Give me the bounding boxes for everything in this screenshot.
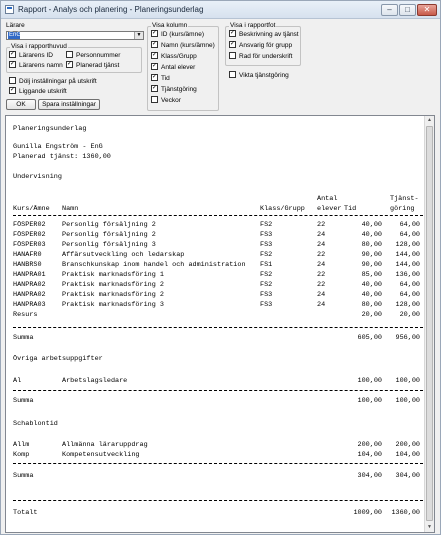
checkbox-weighted-duty[interactable]: Vikta tjänstgöring bbox=[229, 72, 289, 80]
table-cell-group: FS3 bbox=[260, 231, 273, 239]
teacher-label: Lärare bbox=[6, 22, 25, 29]
check-icon: ✓ bbox=[152, 74, 158, 80]
check-icon: ✓ bbox=[10, 61, 16, 67]
checkbox-teacher-id[interactable]: ✓ Lärarens ID bbox=[10, 51, 53, 60]
ok-button[interactable]: OK bbox=[6, 99, 36, 110]
report-teacher-line: Gunilla Engström - EnG bbox=[13, 143, 103, 151]
table-cell-duty: 144,00 bbox=[395, 261, 420, 269]
schablon-name: Allmänna läraruppdrag bbox=[62, 441, 148, 449]
header-count-top: Antal bbox=[317, 195, 338, 203]
table-cell-count: 24 bbox=[317, 301, 326, 309]
check-icon: ✓ bbox=[152, 63, 158, 69]
teacher-select[interactable] bbox=[6, 31, 144, 40]
ovriga-code: Al bbox=[13, 377, 22, 385]
section-schablon: Schablontid bbox=[13, 420, 58, 428]
header-time: Tid bbox=[344, 205, 357, 213]
checkbox-signature-line[interactable]: Rad för underskrift bbox=[229, 53, 292, 61]
table-cell-name: Praktisk marknadsföring 3 bbox=[62, 301, 164, 309]
table-cell-group: FS2 bbox=[260, 251, 273, 259]
group-rapporthuvud-legend: Visa i rapporthuvud bbox=[11, 43, 67, 50]
save-settings-button[interactable]: Spara inställningar bbox=[38, 99, 100, 110]
table-cell-time: 90,00 bbox=[361, 261, 382, 269]
report-planned-line: Planerad tjänst: 1360,00 bbox=[13, 153, 111, 161]
header-duty-bottom: göring bbox=[390, 205, 415, 213]
table-cell-code: HANPRA02 bbox=[13, 281, 46, 289]
table-cell-code: HANPRA01 bbox=[13, 271, 46, 279]
table-cell-name: Personlig försäljning 2 bbox=[62, 221, 156, 229]
check-icon: ✓ bbox=[152, 85, 158, 91]
checkbox-planned-service[interactable]: ✓ Planerad tjänst bbox=[67, 61, 120, 70]
sum-time: 605,00 bbox=[357, 334, 382, 342]
table-cell-group: FS3 bbox=[260, 291, 273, 299]
table-cell-group: FS1 bbox=[260, 261, 273, 269]
report-heading: Planeringsunderlag bbox=[13, 125, 87, 133]
divider bbox=[13, 327, 423, 328]
table-cell-name: Branschkunskap inom handel och administration bbox=[62, 261, 246, 269]
checkbox-col-name[interactable]: ✓ Namn (kurs/ämne) bbox=[152, 41, 215, 50]
table-cell-count: 22 bbox=[317, 281, 326, 289]
divider bbox=[13, 500, 423, 501]
sum-duty: 100,00 bbox=[395, 397, 420, 405]
header-name: Namn bbox=[62, 205, 79, 213]
group-rapportfot-legend: Visa i rapportfot bbox=[230, 22, 276, 29]
sum-time: 304,00 bbox=[357, 472, 382, 480]
table-cell-time: 40,00 bbox=[361, 281, 382, 289]
divider bbox=[13, 390, 423, 391]
total-label: Totalt bbox=[13, 509, 38, 517]
title-bar[interactable] bbox=[1, 1, 440, 19]
check-icon: ✓ bbox=[152, 41, 158, 47]
table-cell-time: 40,00 bbox=[361, 221, 382, 229]
table-cell-time: 40,00 bbox=[361, 291, 382, 299]
divider bbox=[13, 215, 423, 216]
maximize-button[interactable]: □ bbox=[399, 4, 416, 16]
table-cell-duty: 128,00 bbox=[395, 241, 420, 249]
ovriga-name: Arbetslagsledare bbox=[62, 377, 128, 385]
table-cell-count: 22 bbox=[317, 251, 326, 259]
vertical-scrollbar[interactable] bbox=[424, 116, 434, 532]
table-cell-count: 22 bbox=[317, 221, 326, 229]
table-cell-duty: 64,00 bbox=[399, 281, 420, 289]
table-cell-duty: 144,00 bbox=[395, 251, 420, 259]
checkbox-col-id[interactable]: ✓ ID (kurs/ämne) bbox=[152, 30, 204, 39]
checkbox-landscape[interactable]: ✓ Liggande utskrift bbox=[10, 87, 67, 96]
table-cell-code: HANPRA03 bbox=[13, 301, 46, 309]
table-cell-name: Personlig försäljning 3 bbox=[62, 241, 156, 249]
checkbox-col-group[interactable]: ✓ Klass/Grupp bbox=[152, 52, 197, 61]
table-cell-code: FÖSPER03 bbox=[13, 241, 46, 249]
table-cell-name: Affärsutveckling och ledarskap bbox=[62, 251, 185, 259]
checkbox-col-weeks[interactable]: Veckor bbox=[151, 97, 181, 105]
checkbox-personnummer[interactable]: Personnummer bbox=[66, 52, 120, 60]
table-cell-code: FÖSPER02 bbox=[13, 221, 46, 229]
header-group: Klass/Grupp bbox=[260, 205, 305, 213]
checkbox-empty-icon bbox=[151, 96, 158, 103]
ovriga-time: 100,00 bbox=[357, 377, 382, 385]
check-icon: ✓ bbox=[67, 61, 73, 67]
table-cell-name: Praktisk marknadsföring 1 bbox=[62, 271, 164, 279]
table-cell-duty: 128,00 bbox=[395, 301, 420, 309]
checkbox-hide-settings[interactable]: Dölj inställningar på utskrift bbox=[9, 78, 97, 86]
schablon-time: 200,00 bbox=[357, 441, 382, 449]
table-cell-name: Personlig försäljning 2 bbox=[62, 231, 156, 239]
sum-time: 100,00 bbox=[357, 397, 382, 405]
table-cell-duty: 64,00 bbox=[399, 221, 420, 229]
table-cell-time: 40,00 bbox=[361, 231, 382, 239]
table-cell-time: 80,00 bbox=[361, 241, 382, 249]
table-cell-group: FS2 bbox=[260, 221, 273, 229]
section-ovriga: Övriga arbetsuppgifter bbox=[13, 355, 103, 363]
table-cell-name: Praktisk marknadsföring 2 bbox=[62, 291, 164, 299]
schablon-code: Allm bbox=[13, 441, 30, 449]
sum-label: Summa bbox=[13, 472, 34, 480]
header-duty-top: Tjänst- bbox=[390, 195, 419, 203]
table-cell-duty: 64,00 bbox=[399, 291, 420, 299]
table-cell-group: FS3 bbox=[260, 241, 273, 249]
table-cell-duty: 20,00 bbox=[399, 311, 420, 319]
close-button[interactable]: ✕ bbox=[417, 4, 437, 16]
check-icon: ✓ bbox=[230, 41, 236, 47]
table-cell-time: 90,00 bbox=[361, 251, 382, 259]
ovriga-duty: 100,00 bbox=[395, 377, 420, 385]
checkbox-teacher-name[interactable]: ✓ Lärarens namn bbox=[10, 61, 63, 70]
table-cell-duty: 136,00 bbox=[395, 271, 420, 279]
sum-duty: 956,00 bbox=[395, 334, 420, 342]
checkbox-empty-icon bbox=[66, 51, 73, 58]
checkbox-empty-icon bbox=[9, 77, 16, 84]
schablon-duty: 104,00 bbox=[395, 451, 420, 459]
checkbox-empty-icon bbox=[229, 52, 236, 59]
section-undervisning: Undervisning bbox=[13, 173, 62, 181]
report-icon bbox=[5, 5, 14, 14]
total-time: 1009,00 bbox=[353, 509, 382, 517]
checkbox-service-description[interactable]: ✓ Beskrivning av tjänst bbox=[230, 30, 299, 39]
schablon-code: Komp bbox=[13, 451, 30, 459]
sum-duty: 304,00 bbox=[395, 472, 420, 480]
group-kolumn-legend: Visa kolumn bbox=[152, 22, 188, 29]
schablon-duty: 200,00 bbox=[395, 441, 420, 449]
checkbox-group-responsible[interactable]: ✓ Ansvarig för grupp bbox=[230, 41, 293, 50]
table-cell-time: 80,00 bbox=[361, 301, 382, 309]
check-icon: ✓ bbox=[230, 30, 236, 36]
table-cell-time: 85,00 bbox=[361, 271, 382, 279]
divider bbox=[13, 463, 423, 464]
teacher-select-value: EnG bbox=[9, 32, 22, 38]
table-cell-group: FS3 bbox=[260, 301, 273, 309]
chevron-down-icon[interactable]: ▼ bbox=[134, 32, 143, 39]
table-cell-code: HANBRS0 bbox=[13, 261, 42, 269]
minimize-button[interactable]: – bbox=[381, 4, 398, 16]
scroll-up-icon[interactable]: ▲ bbox=[427, 117, 432, 123]
schablon-name: Kompetensutveckling bbox=[62, 451, 140, 459]
checkbox-col-time[interactable]: ✓ Tid bbox=[152, 74, 170, 83]
table-cell-group: FS2 bbox=[260, 271, 273, 279]
header-code: Kurs/Ämne bbox=[13, 205, 50, 213]
checkbox-empty-icon bbox=[229, 71, 236, 78]
sum-label: Summa bbox=[13, 334, 34, 342]
table-cell-code: HANPRA02 bbox=[13, 291, 46, 299]
table-cell-count: 24 bbox=[317, 231, 326, 239]
table-cell-count: 24 bbox=[317, 261, 326, 269]
table-cell-code: Resurs bbox=[13, 311, 38, 319]
table-cell-count: 24 bbox=[317, 241, 326, 249]
sum-label: Summa bbox=[13, 397, 34, 405]
table-cell-duty: 64,00 bbox=[399, 231, 420, 239]
table-cell-group: FS2 bbox=[260, 281, 273, 289]
checkbox-col-count[interactable]: ✓ Antal elever bbox=[152, 63, 196, 72]
window-title: Rapport - Analys och planering - Planeringsunderlag bbox=[18, 5, 204, 14]
check-icon: ✓ bbox=[152, 52, 158, 58]
table-cell-time: 20,00 bbox=[361, 311, 382, 319]
check-icon: ✓ bbox=[10, 87, 16, 93]
table-cell-code: HANAFR0 bbox=[13, 251, 42, 259]
report-preview[interactable] bbox=[5, 115, 435, 533]
schablon-time: 104,00 bbox=[357, 451, 382, 459]
total-duty: 1360,00 bbox=[391, 509, 420, 517]
table-cell-count: 22 bbox=[317, 271, 326, 279]
table-cell-count: 24 bbox=[317, 291, 326, 299]
scroll-thumb[interactable] bbox=[426, 126, 433, 521]
table-cell-code: FÖSPER02 bbox=[13, 231, 46, 239]
checkbox-col-duty[interactable]: ✓ Tjänstgöring bbox=[152, 85, 197, 94]
check-icon: ✓ bbox=[152, 30, 158, 36]
check-icon: ✓ bbox=[10, 51, 16, 57]
table-cell-name: Praktisk marknadsföring 2 bbox=[62, 281, 164, 289]
header-count-bottom: elever bbox=[317, 205, 342, 213]
scroll-down-icon[interactable]: ▼ bbox=[427, 524, 432, 530]
